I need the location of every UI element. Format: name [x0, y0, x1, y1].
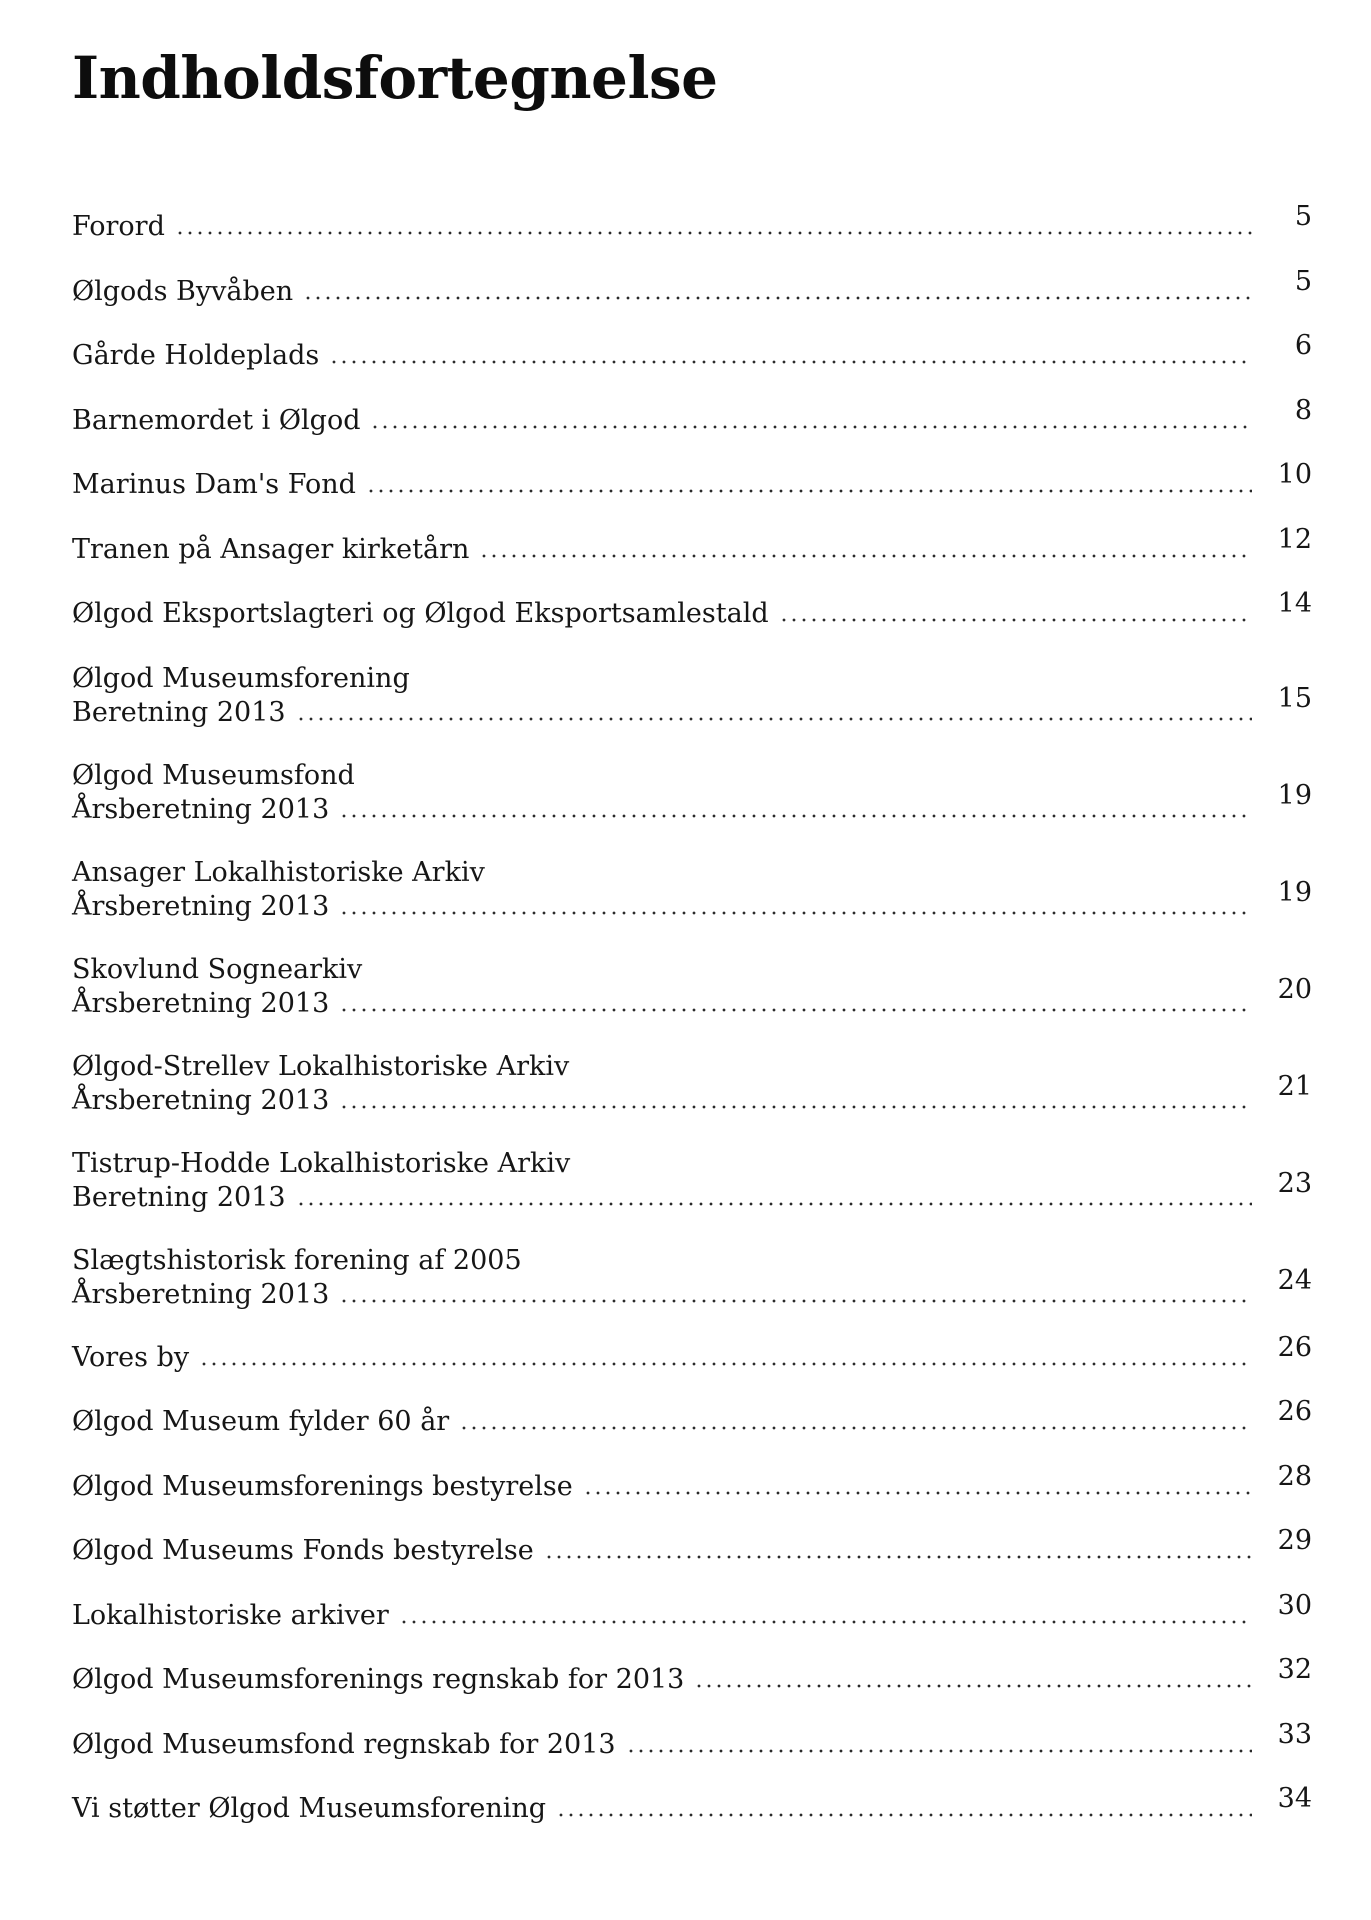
page-number: 29	[1277, 1525, 1312, 1556]
dot-leader	[199, 1362, 1252, 1366]
dot-leader	[175, 231, 1252, 235]
toc-entry	[72, 1525, 1312, 1568]
page-number: 8	[1294, 394, 1312, 426]
toc-entry	[72, 759, 1312, 827]
toc-entry-title: Ølgod Museums Fonds bestyrelse	[72, 1535, 534, 1566]
dot-leader	[296, 717, 1252, 721]
toc-entry-title: Ølgod Museumsfond	[72, 759, 355, 791]
toc-entry	[72, 1147, 1312, 1215]
toc-entry-subtitle: Årsberetning 2013	[72, 1278, 330, 1310]
dot-leader	[370, 425, 1252, 429]
dot-leader	[479, 554, 1252, 558]
toc-entry	[72, 201, 1312, 244]
page-number: 33	[1277, 1718, 1312, 1750]
dot-leader	[339, 911, 1252, 915]
page-number: 26	[1277, 1396, 1312, 1427]
toc-entry-title: Slægtshistorisk forening af 2005	[72, 1244, 522, 1276]
toc-entry-title: Lokalhistoriske arkiver	[72, 1599, 389, 1631]
page-number: 23	[1277, 1167, 1312, 1199]
page-number: 34	[1277, 1783, 1312, 1814]
toc-entry-subtitle: Beretning 2013	[72, 696, 286, 728]
dot-leader	[399, 1620, 1252, 1624]
dot-leader	[303, 296, 1252, 300]
page-number: 15	[1277, 682, 1312, 714]
toc-entry-title: Skovlund Sognearkiv	[72, 953, 363, 985]
toc-entry	[72, 1244, 1312, 1312]
dot-leader	[339, 1299, 1252, 1303]
page-number: 14	[1277, 588, 1312, 619]
page-number: 12	[1277, 523, 1312, 555]
toc-entry	[72, 1718, 1312, 1762]
toc-entry-title: Ølgod Museumsfond regnskab for 2013	[72, 1728, 616, 1760]
toc-entry-title: Ølgod-Strellev Lokalhistoriske Arkiv	[72, 1050, 570, 1082]
toc-entry	[72, 459, 1312, 502]
page-title: Indholdsfortegnelse	[72, 44, 718, 112]
toc-entry-title: Tranen på Ansager kirketårn	[72, 533, 470, 565]
toc-entry-title: Tistrup-Hodde Lokalhistoriske Arkiv	[72, 1147, 571, 1179]
toc-entry	[72, 523, 1312, 567]
dot-leader	[339, 1105, 1252, 1109]
page-number: 21	[1277, 1070, 1312, 1102]
toc-entry-title: Ølgod Museumsforening	[72, 662, 410, 694]
toc-entry	[72, 1050, 1312, 1118]
page-number: 5	[1294, 265, 1312, 297]
toc-entry-title: Vi støtter Ølgod Museumsforening	[72, 1793, 547, 1824]
toc-entry-title: Marinus Dam's Fond	[72, 469, 356, 500]
toc-entry	[72, 1331, 1312, 1375]
page-number: 19	[1277, 876, 1312, 908]
page-number: 28	[1277, 1460, 1312, 1492]
dot-leader	[339, 814, 1252, 818]
toc-entry-title: Gårde Holdeplads	[72, 340, 320, 371]
toc-entry-title: Forord	[72, 211, 165, 242]
toc-entry-title: Ølgod Eksportslagteri og Ølgod Eksportsamlestald	[72, 598, 769, 629]
dot-leader	[544, 1555, 1252, 1559]
toc-entry-title: Ølgod Museumsforenings regnskab for 2013	[72, 1664, 685, 1695]
dot-leader	[329, 360, 1252, 364]
page-number: 6	[1294, 330, 1312, 361]
page-number: 5	[1294, 201, 1312, 232]
toc-entry	[72, 394, 1312, 438]
dot-leader	[459, 1426, 1252, 1430]
page-number: 20	[1277, 973, 1312, 1005]
dot-leader	[583, 1491, 1252, 1495]
toc-entry-subtitle: Årsberetning 2013	[72, 890, 330, 922]
page-number: 26	[1277, 1331, 1312, 1363]
toc-entry-title: Ansager Lokalhistoriske Arkiv	[72, 856, 485, 888]
dot-leader	[556, 1813, 1252, 1817]
dot-leader	[779, 618, 1252, 622]
toc-entry-title: Ølgod Museum fylder 60 år	[72, 1406, 450, 1437]
toc-entry	[72, 953, 1312, 1021]
page-number: 19	[1277, 779, 1312, 811]
toc-entry	[72, 330, 1312, 373]
toc-entry	[72, 1460, 1312, 1504]
toc-entry-subtitle: Årsberetning 2013	[72, 793, 330, 825]
toc-entry	[72, 588, 1312, 631]
page-number: 32	[1277, 1654, 1312, 1685]
toc-entry	[72, 856, 1312, 924]
toc-entry	[72, 1589, 1312, 1633]
toc-entry-title: Ølgod Museumsforenings bestyrelse	[72, 1470, 573, 1502]
toc-entry-title: Vores by	[72, 1341, 190, 1373]
dot-leader	[339, 1008, 1252, 1012]
page-number: 24	[1277, 1264, 1312, 1296]
toc-entry	[72, 1654, 1312, 1697]
toc-entry-subtitle: Årsberetning 2013	[72, 987, 330, 1019]
toc-entry	[72, 1396, 1312, 1439]
toc-entry	[72, 662, 1312, 730]
toc-entry-title: Barnemordet i Ølgod	[72, 404, 361, 436]
dot-leader	[694, 1684, 1252, 1688]
page-number: 30	[1277, 1589, 1312, 1621]
dot-leader	[296, 1202, 1252, 1206]
page-number: 10	[1277, 459, 1312, 490]
dot-leader	[626, 1749, 1252, 1753]
toc-entry-subtitle: Beretning 2013	[72, 1181, 286, 1213]
dot-leader	[366, 489, 1252, 493]
toc-entry-title: Ølgods Byvåben	[72, 275, 294, 307]
toc-entry	[72, 1783, 1312, 1826]
toc-entry	[72, 265, 1312, 309]
toc-entry-subtitle: Årsberetning 2013	[72, 1084, 330, 1116]
